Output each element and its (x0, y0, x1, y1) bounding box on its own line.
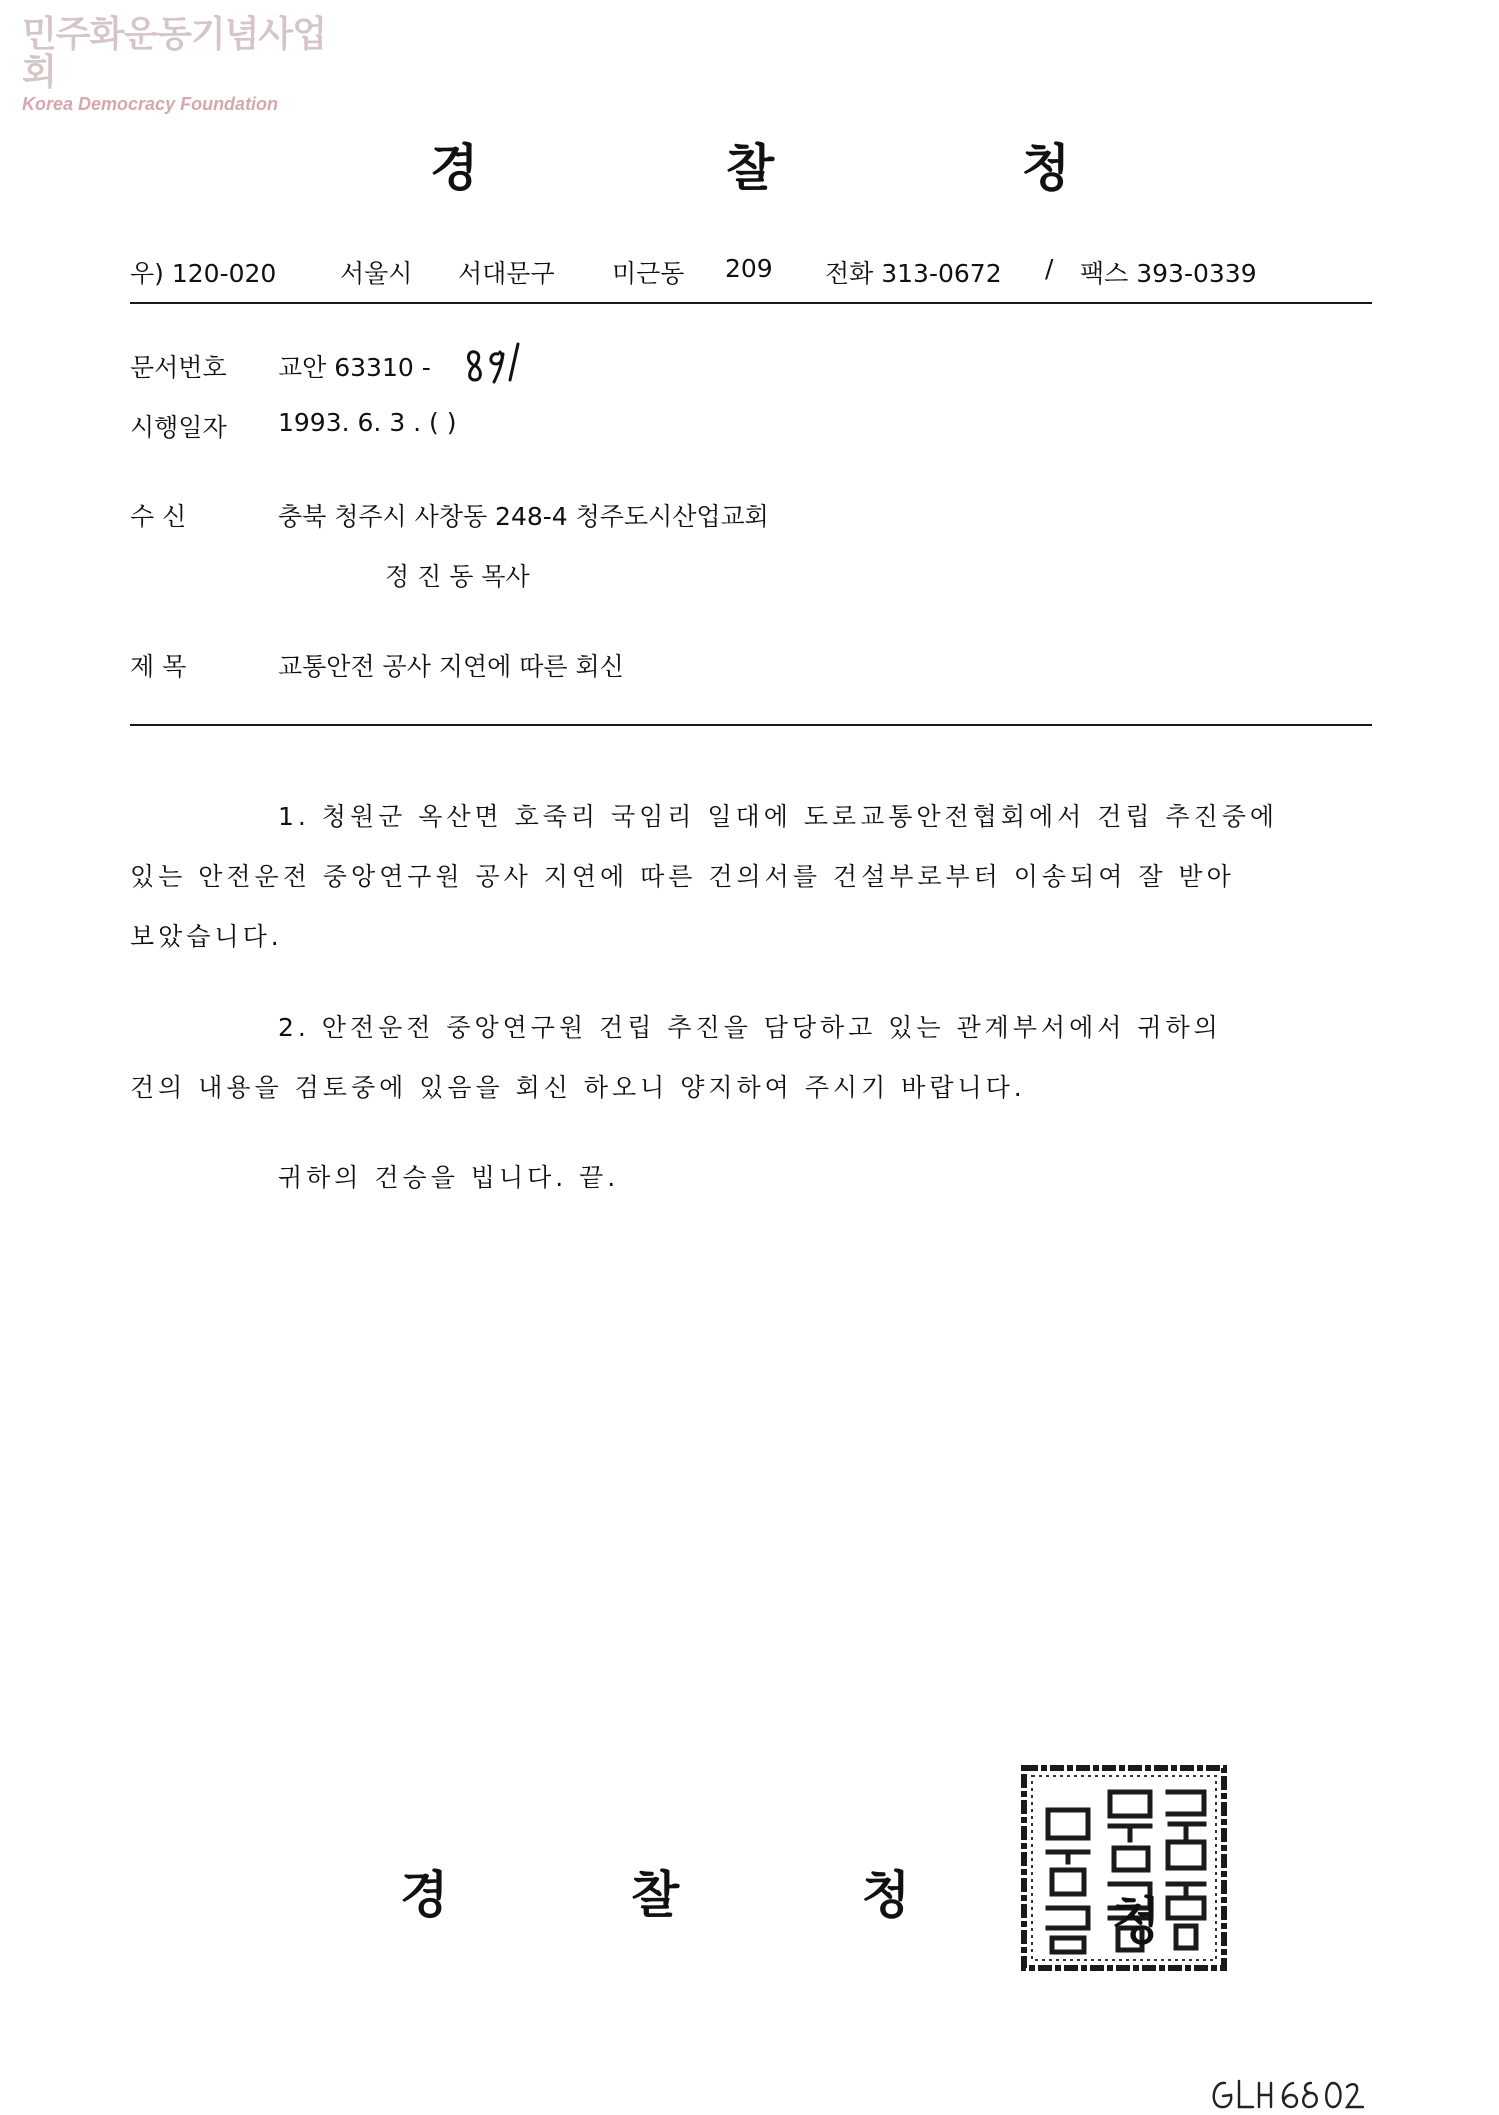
signature-char: 청 (861, 1865, 910, 1924)
official-seal-stamp (1018, 1762, 1230, 1974)
date-row (130, 408, 690, 442)
closing-line: 귀하의 건승을 빕니다. 끝. (278, 1163, 620, 1192)
phone-number: 전화 313-0672 (825, 259, 1002, 288)
address-number: 209 (725, 254, 773, 283)
subject-value: 교통안전 공사 지연에 따른 회신 (278, 652, 624, 681)
document-title (430, 128, 1070, 200)
watermark-org-korean: 민주화운동기념사업회 (22, 14, 326, 93)
fax-number: 팩스 393-0339 (1080, 259, 1257, 288)
watermark (22, 16, 342, 113)
recipient-name: 정 진 동 목사 (385, 562, 530, 591)
signature-char: 경 (400, 1865, 449, 1924)
address-separator: / (1045, 254, 1054, 283)
handwritten-archive-code (1205, 2075, 1365, 2115)
body-paragraph-1-line-1: 1. 청원군 옥산면 호죽리 국임리 일대에 도로교통안전협회에서 건립 추진중에 (278, 802, 1279, 831)
title-char: 경 (430, 138, 479, 197)
address-dong: 미근동 (612, 259, 685, 288)
seal-overlap-char: 청 (1112, 1891, 1161, 1950)
recipient-row (130, 497, 930, 531)
doc-number-label: 문서번호 (130, 353, 227, 382)
subject-row (130, 647, 770, 681)
signature-block (400, 1855, 910, 1927)
watermark-org-english: Korea Democracy Foundation (22, 93, 279, 114)
postal-code: 우) 120-020 (130, 259, 277, 288)
recipient-label: 수 신 (130, 502, 187, 531)
body-paragraph-1-line-3: 보았습니다. (130, 922, 283, 951)
signature-char: 찰 (630, 1865, 680, 1924)
date-label: 시행일자 (130, 413, 227, 442)
address-district: 서대문구 (458, 259, 555, 288)
body-paragraph-1-line-2: 있는 안전운전 중앙연구원 공사 지연에 따른 건의서를 건설부로부터 이송되여 잘 받아 (130, 862, 1235, 891)
bottom-divider (130, 724, 1372, 726)
handwritten-doc-number (462, 340, 532, 384)
recipient-name-row (385, 557, 705, 591)
subject-label: 제 목 (130, 652, 187, 681)
date-value: 1993. 6. 3 . ( ) (278, 408, 457, 437)
title-char: 찰 (725, 138, 775, 197)
address-city: 서울시 (340, 259, 413, 288)
body-paragraph-2-line-1: 2. 안전운전 중앙연구원 건립 추진을 담당하고 있는 관계부서에서 귀하의 (278, 1013, 1222, 1042)
body-paragraph-2-line-2: 건의 내용을 검토중에 있음을 회신 하오니 양지하여 주시기 바랍니다. (130, 1073, 1026, 1102)
address-line (130, 254, 1370, 288)
top-divider (130, 302, 1372, 304)
recipient-address: 충북 청주시 사창동 248-4 청주도시산업교회 (278, 502, 769, 531)
doc-number-value: 교안 63310 - (278, 353, 431, 382)
title-char: 청 (1021, 138, 1070, 197)
